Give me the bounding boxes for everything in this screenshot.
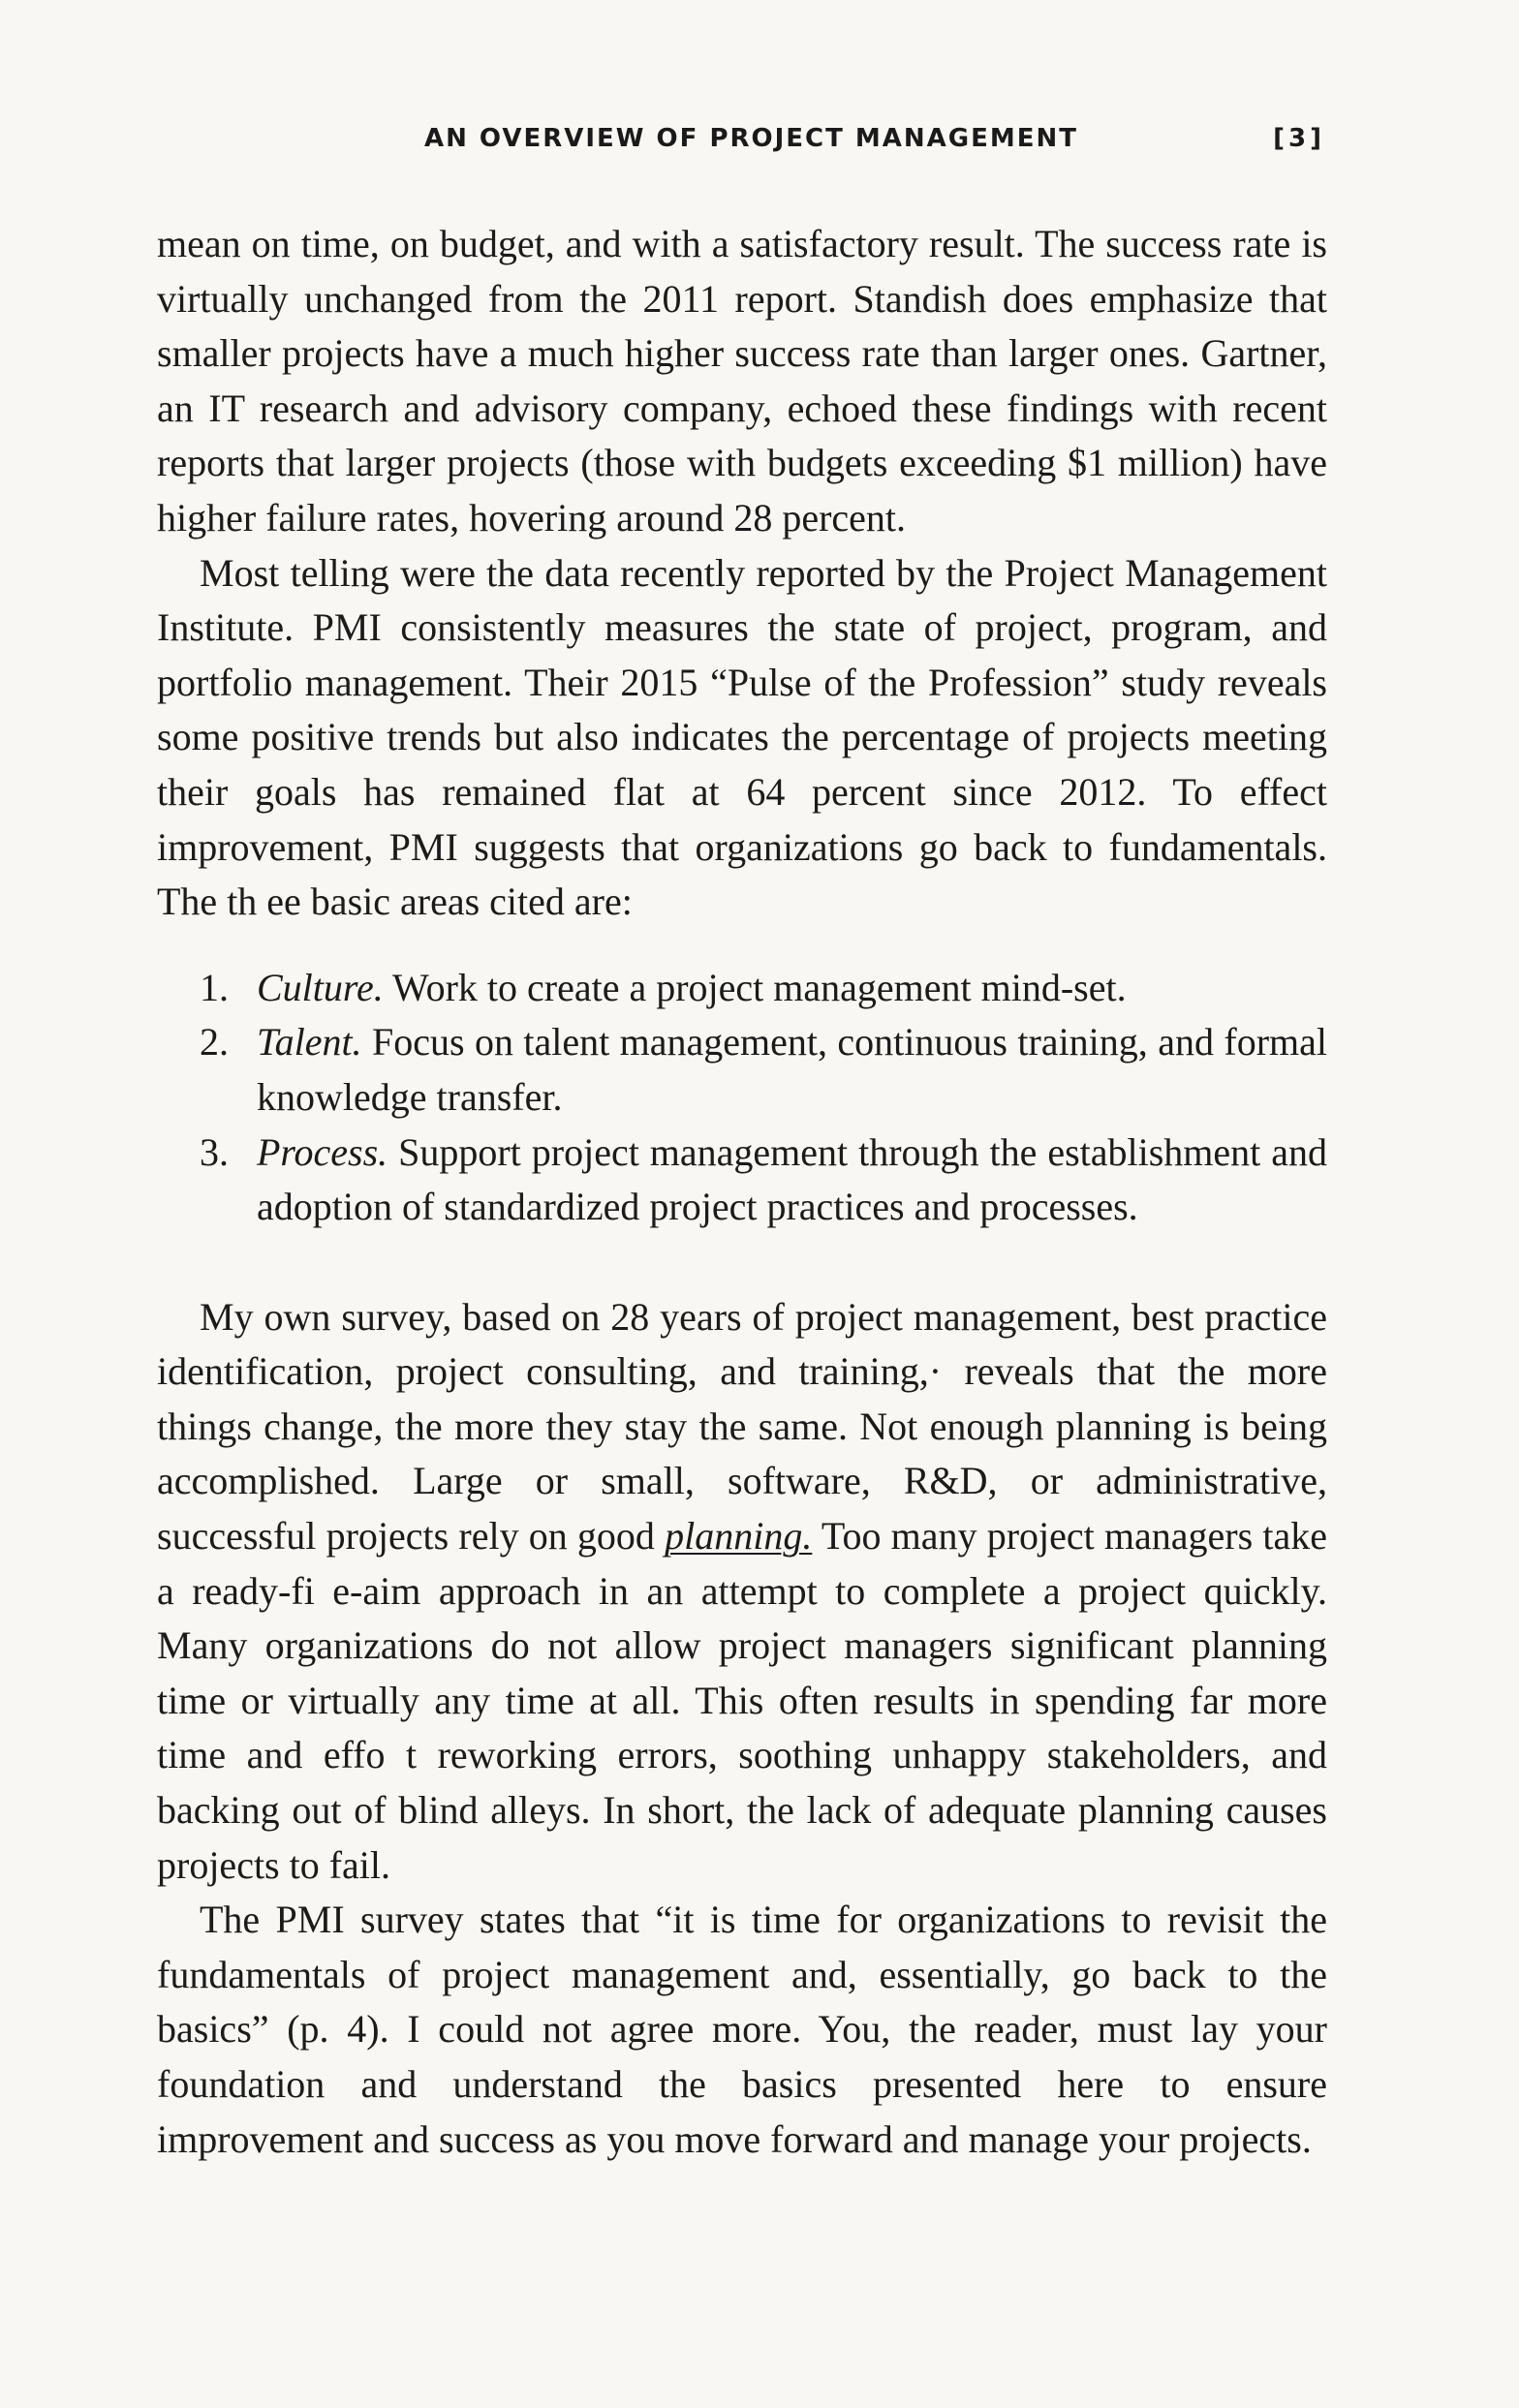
list-item-number: 1. bbox=[200, 965, 229, 1009]
list-item-term: Process. bbox=[257, 1129, 388, 1174]
list-item bbox=[157, 961, 1327, 1016]
running-head bbox=[155, 124, 1325, 163]
paragraph-own-survey bbox=[157, 1290, 1327, 1894]
list-item-text: Support project management through the establishment and adoption of standardized project practices and processes. bbox=[257, 1129, 1327, 1229]
paragraph-pmi-survey: The PMI survey states that “it is time for organizations to revisit the fundamentals of project management and, essentially, go back to the basics” (p. 4). I could not agree more. You, the reader, must lay your foundation and understand the basics presented here to ensure improvement and success as you move forward and manage your projects. bbox=[157, 1898, 1327, 2161]
list-item bbox=[157, 1015, 1327, 1125]
page-number: [3] bbox=[1273, 124, 1325, 153]
list-item-number: 3. bbox=[200, 1129, 229, 1174]
body-text bbox=[157, 217, 1327, 2167]
list-item-text: Focus on talent management, continuous training, and formal knowledge transfer. bbox=[257, 1020, 1327, 1119]
numbered-list bbox=[157, 961, 1327, 1235]
list-item bbox=[157, 1126, 1327, 1235]
list-item-text: Work to create a project management mind-set. bbox=[383, 965, 1127, 1009]
list-item-term: Culture. bbox=[257, 965, 384, 1009]
running-title: AN OVERVIEW OF PROJECT MANAGEMENT bbox=[424, 124, 1079, 153]
paragraph-continuation: mean on time, on budget, and with a satisfactory result. The success rate is virtually unchanged from the 2011 report. Standish does emphasize that smaller projects have a much higher success rate than larger ones. Gartner, an IT research and advisory company, echoed these findings with recent reports that larger projects (those with budgets exceeding $1 million) have higher failure rates, hovering around 28 percent. bbox=[157, 222, 1327, 540]
emphasized-word: planning. bbox=[665, 1514, 813, 1559]
paragraph-pmi-data: Most telling were the data recently reported by the Project Management Institute. PMI consistently measures the state of project, program, and portfolio management. Their 2015 “Pulse of the Profession” study reveals some positive trends but also indicates the percentage of projects meeting their goals has remained flat at 64 percent since 2012. To effect improvement, PMI suggests that organizations go back to fundamentals. The th ee basic areas cited are: bbox=[157, 550, 1327, 924]
list-item-term: Talent. bbox=[257, 1020, 362, 1065]
paragraph-text: My own survey, based on 28 years of project management, best practice identification, project consulting, and training,· reveals that the more things change, the more they stay the same. Not enough planning is being accomplished. Large or small, software, R&D, or administrative, successful projects rely on good bbox=[157, 1294, 1327, 1559]
paragraph-text: Too many project managers take a ready-fi e-aim approach in an attempt to complete a project quickly. Many organizations do not allow project managers significant planning time or virtually any time at all. This often results in spending far more time and effo t reworking errors, soothing unhappy stakeholders, and backing out of blind alleys. In short, the lack of adequate planning causes projects to fail. bbox=[157, 1514, 1327, 1887]
list-item-number: 2. bbox=[200, 1020, 229, 1065]
